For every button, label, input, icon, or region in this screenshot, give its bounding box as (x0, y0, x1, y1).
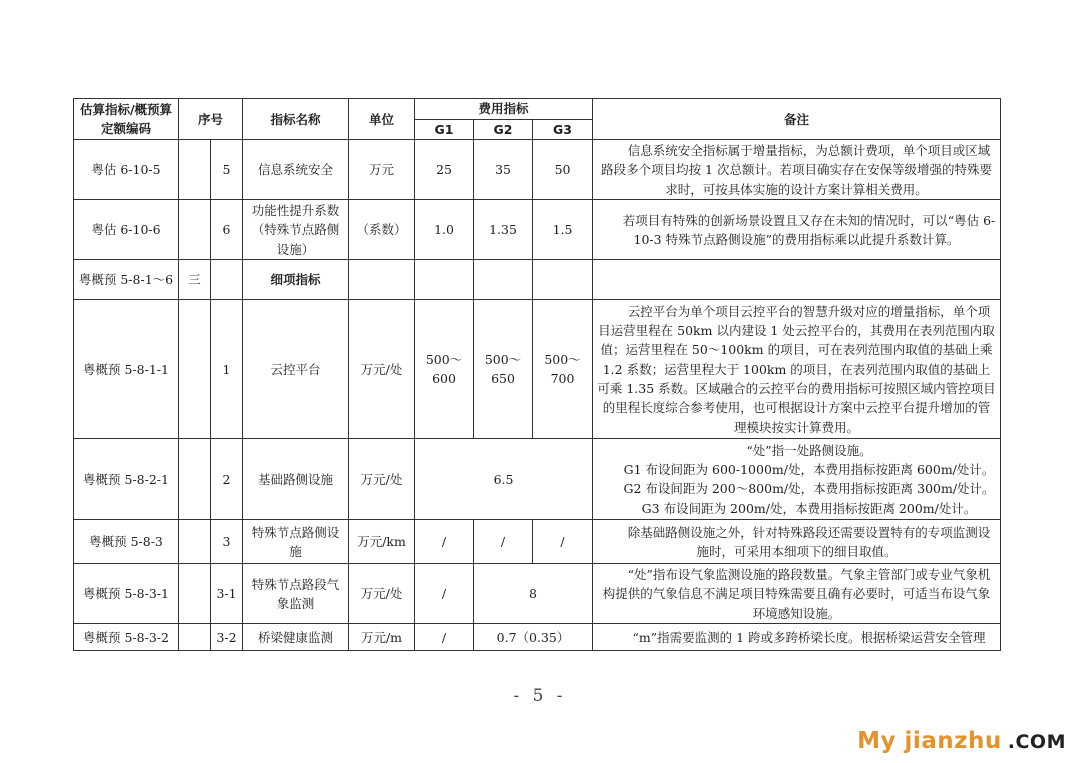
header-row-1 (74, 99, 1001, 120)
row-remark: “处”指布设气象监测设施的路段数量。气象主管部门或专业气象机构提供的气象信息不满足项目特殊需要且确有必要时，可适当布设气象环境感知设施。 (593, 564, 1001, 624)
remark-line: G3 布设间距为 200m/处，本费用指标按距离 200m/处计。 (641, 500, 977, 516)
row-g1: / (415, 564, 474, 624)
row-unit: （系数） (349, 200, 415, 260)
row-section (179, 520, 211, 564)
row-g2: 1.35 (474, 200, 533, 260)
col-header-code: 估算指标/概预算定额编码 (74, 99, 179, 140)
row-name: 细项指标 (243, 260, 349, 300)
row-name: 基础路侧设施 (243, 439, 349, 520)
table-row (74, 520, 1001, 564)
row-unit: 万元/处 (349, 439, 415, 520)
row-seq: 6 (211, 200, 243, 260)
row-code: 粤概预 5-8-3-1 (74, 564, 179, 624)
row-remark (593, 260, 1001, 300)
row-unit: 万元 (349, 140, 415, 200)
row-g-merged: 6.5 (415, 439, 593, 520)
page-number: - 5 - (513, 686, 567, 706)
row-remark: 信息系统安全指标属于增量指标，为总额计费项，单个项目或区域路段多个项目均按 1 次总额计。若项目确实存在安保等级增强的特殊要求时，可按具体实施的设计方案计算相关费用。 (593, 140, 1001, 200)
row-remark: 除基础路侧设施之外，针对特殊路段还需要设置特有的专项监测设施时，可采用本细项下的细目取值。 (593, 520, 1001, 564)
row-section (179, 624, 211, 651)
row-section (179, 140, 211, 200)
remark-line: “处”指一处路侧设施。 (746, 442, 872, 458)
row-g2: / (474, 520, 533, 564)
row-unit: 万元/m (349, 624, 415, 651)
row-code: 粤概预 5-8-3-2 (74, 624, 179, 651)
row-code: 粤估 6-10-6 (74, 200, 179, 260)
row-section (179, 564, 211, 624)
row-name: 云控平台 (243, 300, 349, 439)
col-header-g1: G1 (415, 120, 474, 140)
col-header-name: 指标名称 (243, 99, 349, 140)
row-name: 功能性提升系数（特殊节点路侧设施） (243, 200, 349, 260)
row-g2: 35 (474, 140, 533, 200)
row-section (179, 300, 211, 439)
col-header-remark: 备注 (593, 99, 1001, 140)
table-row (74, 300, 1001, 439)
table-row (74, 624, 1001, 651)
row-remark: 云控平台为单个项目云控平台的智慧升级对应的增量指标，单个项目运营里程在 50km 以内建设 1 处云控平台的，其费用在表列范围内取值；运营里程在 50～100km 的项目，可在表列范围内取值的基础上乘 1.2 系数；运营里程大于 100km 的项目，在表列范围内取值的基础上可乘 1.35 系数。区域融合的云控平台的费用指标可按照区域内管控项目的里程长度综合参考使用，也可根据设计方案中云控平台提升增加的管理模块按实计算费用。 (593, 300, 1001, 439)
row-section (179, 439, 211, 520)
row-g3 (533, 260, 593, 300)
row-code: 粤估 6-10-5 (74, 140, 179, 200)
row-unit: 万元/处 (349, 564, 415, 624)
row-section: 三 (179, 260, 211, 300)
row-seq: 5 (211, 140, 243, 200)
row-seq: 1 (211, 300, 243, 439)
row-g1: 25 (415, 140, 474, 200)
row-name: 特殊节点路侧设施 (243, 520, 349, 564)
row-seq (211, 260, 243, 300)
row-g23: 0.7（0.35） (474, 624, 593, 651)
watermark-text: My jianzhu (857, 728, 1002, 754)
row-seq: 2 (211, 439, 243, 520)
row-code: 粤概预 5-8-1～6 (74, 260, 179, 300)
col-header-seq: 序号 (179, 99, 243, 140)
remark-line: G1 布设间距为 600-1000m/处，本费用指标按距离 600m/处计。 (623, 462, 995, 477)
section-row (74, 260, 1001, 300)
table-row (74, 200, 1001, 260)
table-row (74, 140, 1001, 200)
row-g1: / (415, 520, 474, 564)
row-code: 粤概预 5-8-2-1 (74, 439, 179, 520)
watermark-suffix: .COM (1007, 731, 1066, 753)
row-g3: 500～700 (533, 300, 593, 439)
col-header-g2: G2 (474, 120, 533, 140)
row-g23: 8 (474, 564, 593, 624)
table-row (74, 439, 1001, 520)
table-row (74, 564, 1001, 624)
row-g1: / (415, 624, 474, 651)
row-g2: 500～650 (474, 300, 533, 439)
row-seq: 3-2 (211, 624, 243, 651)
col-header-unit: 单位 (349, 99, 415, 140)
row-code: 粤概预 5-8-1-1 (74, 300, 179, 439)
row-remark (593, 439, 1001, 520)
row-g1: 1.0 (415, 200, 474, 260)
row-unit: 万元/处 (349, 300, 415, 439)
row-name: 信息系统安全 (243, 140, 349, 200)
row-name: 桥梁健康监测 (243, 624, 349, 651)
row-code: 粤概预 5-8-3 (74, 520, 179, 564)
row-g1: 500～600 (415, 300, 474, 439)
row-seq: 3 (211, 520, 243, 564)
row-seq: 3-1 (211, 564, 243, 624)
row-g3: 1.5 (533, 200, 593, 260)
row-remark: 若项目有特殊的创新场景设置且又存在未知的情况时，可以“粤估 6-10-3 特殊节点路侧设施”的费用指标乘以此提升系数计算。 (593, 200, 1001, 260)
row-remark: “m”指需要监测的 1 跨或多跨桥梁长度。根据桥梁运营安全管理 (593, 624, 1001, 651)
row-unit: 万元/km (349, 520, 415, 564)
row-name: 特殊节点路段气象监测 (243, 564, 349, 624)
row-unit (349, 260, 415, 300)
watermark-logo (857, 728, 1066, 754)
row-g3: / (533, 520, 593, 564)
row-g3: 50 (533, 140, 593, 200)
col-header-fee: 费用指标 (415, 99, 593, 120)
col-header-g3: G3 (533, 120, 593, 140)
row-g2 (474, 260, 533, 300)
fee-index-table (73, 98, 1001, 651)
row-g1 (415, 260, 474, 300)
row-section (179, 200, 211, 260)
remark-line: G2 布设间距为 200～800m/处，本费用指标按距离 300m/处计。 (623, 481, 995, 497)
